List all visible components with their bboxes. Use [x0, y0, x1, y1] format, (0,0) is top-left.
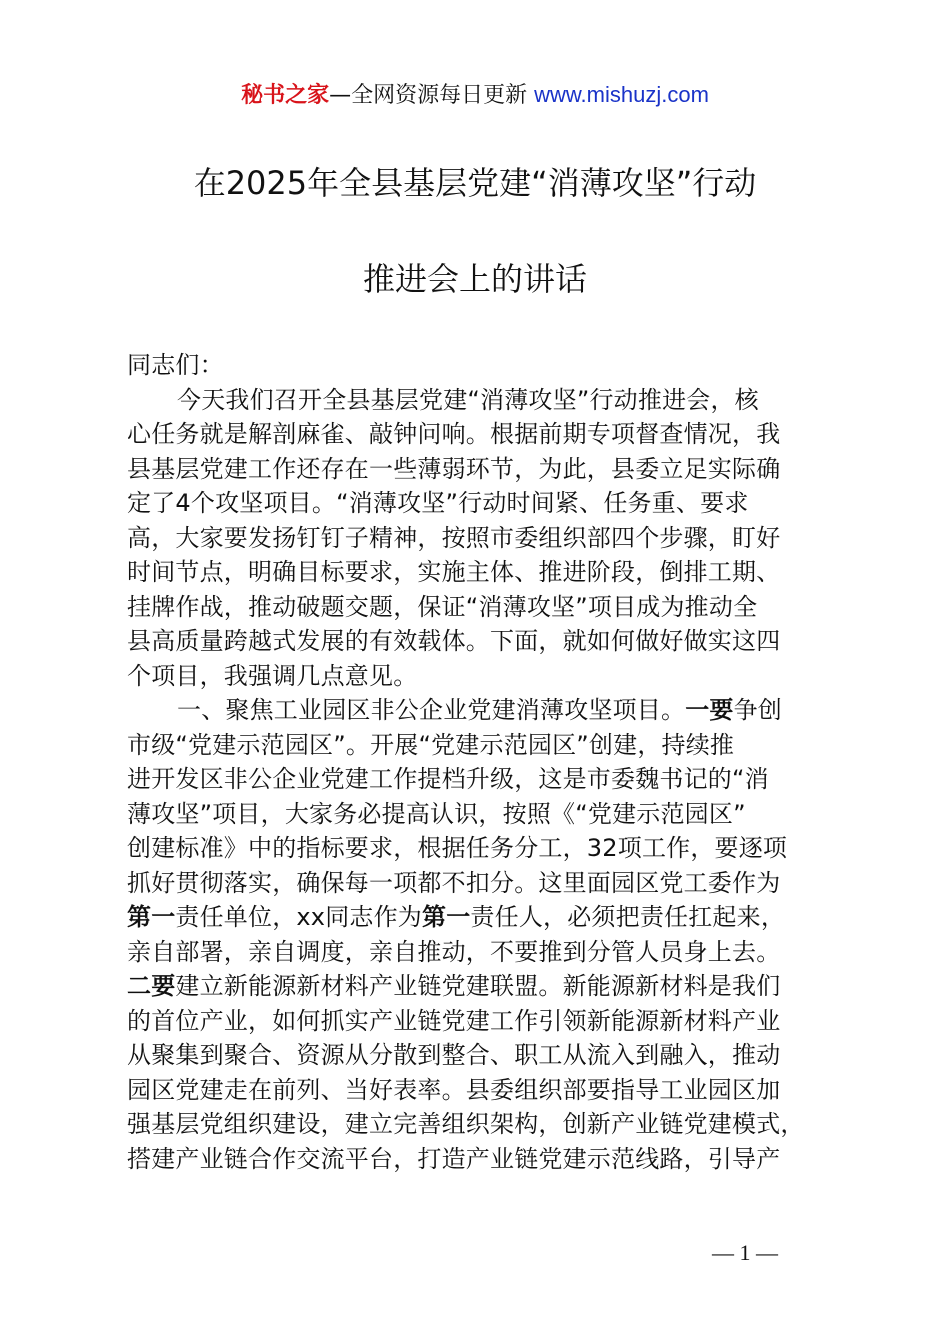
section-1-line: 亲自部署，亲自调度，亲自推动，不要推到分管人员身上去。 — [127, 937, 781, 966]
emphasis-first: 第一 — [127, 903, 176, 931]
paragraph-1-line: 定了4个攻坚项目。“消薄攻坚”行动时间紧、任务重、要求 — [127, 489, 749, 517]
section-1-line: 创建标准》中的指标要求，根据任务分工，32项工作，要逐项 — [127, 834, 788, 862]
text-run: 争创 — [733, 696, 783, 724]
text-run: 责任人，必须把责任扛起来， — [470, 903, 786, 931]
section-1-heading: 一、聚焦工业园区非公企业党建消薄攻坚项目。 — [177, 696, 686, 724]
header-tagline: —全网资源每日更新 — [329, 83, 528, 108]
section-1-line: 进开发区非公企业党建工作提档升级，这是市委魏书记的“消 — [127, 765, 769, 793]
site-header — [0, 80, 950, 111]
paragraph-1-line: 县高质量跨越式发展的有效载体。下面，就如何做好做实这四 — [127, 627, 781, 655]
paragraph-1-line: 心任务就是解剖麻雀、敲钟问响。根据前期专项督查情况，我 — [127, 420, 781, 448]
paragraph-1-line: 县基层党建工作还存在一些薄弱环节，为此，县委立足实际确 — [127, 454, 781, 483]
emphasis-first: 第一 — [422, 903, 471, 931]
emphasis-first-requirement: 一要 — [685, 696, 734, 724]
brand-name: 秘书之家 — [241, 83, 330, 108]
section-1-line: 从聚集到聚合、资源从分散到整合、职工从流入到融入，推动 — [127, 1041, 781, 1069]
paragraph-1-line: 今天我们召开全县基层党建“消薄攻坚”行动推进会，核 — [177, 385, 759, 414]
text-run: 建立新能源新材料产业链党建联盟。新能源新材料是我们 — [175, 972, 781, 1000]
paragraph-1-line: 个项目，我强调几点意见。 — [127, 661, 418, 690]
document-title-line-1: 在2025年全县基层党建“消薄攻坚”行动 — [193, 164, 757, 202]
section-1-line: 搭建产业链合作交流平台，打造产业链党建示范线路，引导产 — [127, 1144, 781, 1173]
section-1-line: 抓好贯彻落实，确保每一项都不扣分。这里面园区党工委作为 — [127, 868, 781, 897]
paragraph-1-line: 挂牌作战，推动破题交题，保证“消薄攻坚”项目成为推动全 — [127, 592, 758, 621]
paragraph-1-line: 时间节点，明确目标要求，实施主体、推进阶段，倒排工期、 — [127, 558, 781, 586]
section-1-line — [127, 969, 832, 1004]
salutation: 同志们： — [127, 351, 224, 379]
section-1-line: 薄攻坚”项目，大家务必提高认识，按照《“党建示范园区” — [127, 799, 746, 828]
section-1-line: 强基层党组织建设，建立完善组织架构，创新产业链党建模式， — [127, 1110, 805, 1138]
document-body — [127, 348, 832, 1176]
section-1-line — [127, 693, 832, 728]
emphasis-second-requirement: 二要 — [127, 972, 176, 1000]
text-run: 责任单位，xx同志作为 — [175, 903, 423, 931]
section-1-line: 的首位产业，如何抓实产业链党建工作引领新能源新材料产业 — [127, 1006, 781, 1035]
section-1-line — [127, 900, 832, 935]
site-url-link[interactable]: www.mishuzj.com — [534, 82, 709, 107]
paragraph-1-line: 高，大家要发扬钉钉子精神，按照市委组织部四个步骤，盯好 — [127, 523, 781, 552]
page-number: — 1 — — [712, 1240, 778, 1265]
section-1-line: 园区党建走在前列、当好表率。县委组织部要指导工业园区加 — [127, 1075, 781, 1104]
document-title-line-2: 推进会上的讲话 — [362, 260, 587, 298]
section-1-line: 市级“党建示范园区”。开展“党建示范园区”创建，持续推 — [127, 730, 735, 759]
